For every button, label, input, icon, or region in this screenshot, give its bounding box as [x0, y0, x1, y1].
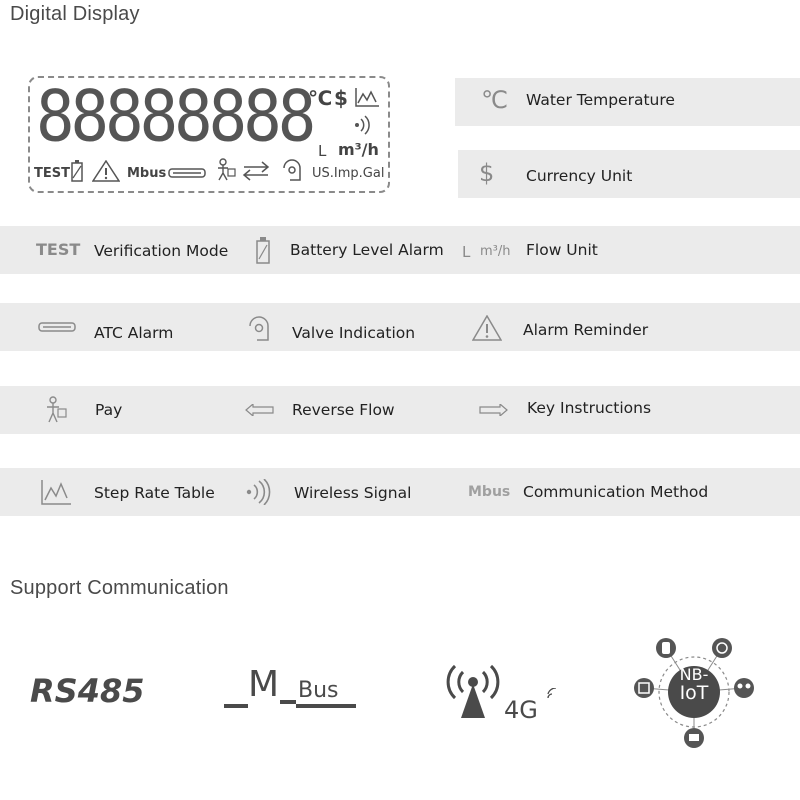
pay-icon [44, 396, 68, 424]
antenna-icon [443, 662, 513, 722]
wireless-signal-icon [244, 479, 272, 505]
label-battery-level-alarm: Battery Level Alarm [290, 241, 444, 259]
lcd-gallon-label: US.Imp.Gal [312, 166, 385, 181]
atc-icon [38, 322, 76, 332]
lcd-arrows-icon [242, 161, 270, 181]
mbus-icon: Mbus [468, 484, 511, 500]
dollar-icon: $ [479, 159, 495, 187]
label-alarm-reminder: Alarm Reminder [523, 321, 649, 339]
label-flow-unit: Flow Unit [526, 241, 598, 259]
lcd-digits: 88888888 [36, 76, 313, 158]
valve-icon [246, 314, 272, 342]
label-currency-unit: Currency Unit [526, 167, 633, 185]
lcd-battery-icon [71, 160, 83, 182]
alarm-reminder-icon [472, 315, 502, 341]
nbiot-label-line1: NB- [679, 665, 709, 684]
lcd-test-icon: TEST [34, 166, 70, 181]
lcd-mbus-icon: Mbus [127, 166, 167, 181]
reverse-flow-icon [245, 404, 275, 416]
celsius-icon: ℃ [481, 86, 508, 114]
nbiot-label [666, 666, 722, 702]
mbus-logo-m: M [248, 664, 280, 705]
battery-icon [256, 237, 270, 265]
label-valve-indication: Valve Indication [292, 324, 416, 342]
support-communication-title: Support Communication [10, 577, 229, 599]
lcd-alarm-icon [92, 160, 120, 182]
lcd-flow-unit-icon: m³/h [338, 140, 379, 159]
lcd-wireless-icon [352, 114, 376, 136]
test-icon: TEST [36, 240, 81, 259]
lcd-dollar-icon: $ [334, 86, 348, 110]
mbus-logo [224, 664, 356, 710]
lcd-step-rate-icon [354, 86, 380, 108]
label-wireless-signal: Wireless Signal [294, 484, 412, 502]
lcd-celsius-icon: ℃ [308, 86, 333, 110]
4g-label: 4G [504, 696, 538, 724]
label-verification-mode: Verification Mode [94, 242, 229, 260]
liter-icon: L [462, 243, 471, 261]
label-step-rate-table: Step Rate Table [94, 484, 215, 502]
label-atc-alarm: ATC Alarm [94, 324, 174, 342]
label-key-instructions: Key Instructions [527, 399, 652, 417]
flow-unit-icon: m³/h [480, 244, 511, 259]
digital-display-title: Digital Display [10, 3, 140, 25]
label-reverse-flow: Reverse Flow [292, 401, 395, 419]
key-instructions-icon [478, 404, 508, 416]
label-pay: Pay [95, 401, 123, 419]
rs485-logo: RS485 [30, 672, 145, 710]
mbus-logo-bus: Bus [298, 678, 339, 703]
label-communication-method: Communication Method [523, 483, 709, 501]
lcd-atc-icon [168, 168, 206, 178]
nbiot-label-line2: IoT [679, 682, 709, 704]
step-rate-table-icon [40, 478, 72, 506]
4g-signal-icon [546, 688, 560, 700]
lcd-valve-icon [280, 158, 304, 182]
label-water-temperature: Water Temperature [526, 91, 675, 109]
lcd-liter-icon: L [318, 142, 327, 160]
lcd-pay-icon [214, 158, 236, 182]
